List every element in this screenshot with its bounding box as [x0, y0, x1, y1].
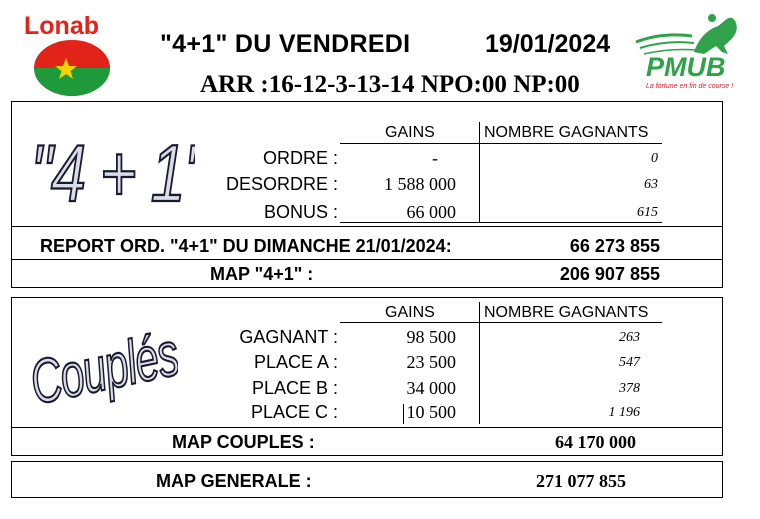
row-gain: 34 000 [406, 378, 456, 398]
header-underline [340, 143, 662, 144]
map-4p1-label: MAP "4+1" : [210, 264, 314, 284]
pmub-logo [632, 10, 747, 95]
map-4p1-value: 206 907 855 [559, 264, 660, 284]
col-header-gains: GAINS [385, 304, 435, 321]
row-gagnants: 263 [619, 330, 640, 345]
pmub-logo-text: PMUB [646, 52, 726, 82]
row-gagnants: 615 [637, 205, 658, 220]
map-couples-value: 64 170 000 [555, 432, 636, 452]
map-generale-label: MAP GENERALE : [156, 471, 312, 491]
divider [11, 226, 723, 227]
row-gain: 98 500 [406, 327, 456, 347]
row-label: PLACE C : [250, 402, 338, 422]
svg-text:"4 + 1": "4 + 1" [30, 129, 195, 213]
section-4p1-stylized-title [25, 118, 195, 213]
draw-date: 19/01/2024 [485, 30, 611, 58]
row-gagnants: 547 [619, 355, 640, 370]
arrival-line: ARR :16-12-3-13-14 NPO:00 NP:00 [200, 71, 580, 98]
row-gagnants: 1 196 [608, 405, 640, 420]
section-couples-stylized-title [28, 318, 178, 418]
divider [11, 427, 723, 428]
svg-text:Couplés: Couplés [28, 319, 178, 418]
row-gagnants: 378 [619, 381, 640, 396]
report-value: 66 273 855 [569, 236, 660, 256]
row-gain: 23 500 [406, 352, 456, 372]
report-label: REPORT ORD. "4+1" DU DIMANCHE 21/01/2024: [40, 236, 452, 256]
row-gagnants: 63 [644, 177, 658, 192]
column-divider [479, 302, 480, 424]
col-header-gains: GAINS [385, 124, 435, 141]
row-gain: 66 000 [406, 202, 456, 222]
row-label: GAGNANT : [239, 327, 338, 347]
col-header-gagnants: NOMBRE GAGNANTS [484, 304, 649, 321]
draw-title: "4+1" DU VENDREDI [160, 30, 411, 58]
row-gain: 1 588 000 [384, 174, 456, 194]
lonab-logo-text: Lonab [24, 12, 99, 40]
header-underline [340, 322, 662, 323]
pmub-tagline: La fortune en fin de course ! [646, 83, 734, 90]
row-label: PLACE A : [253, 352, 338, 372]
row-label: DESORDRE : [225, 174, 338, 194]
row-gagnants: 0 [651, 151, 658, 166]
row-label: ORDRE : [262, 148, 338, 168]
horse-jockey-icon [694, 14, 737, 54]
row-gain: - [432, 148, 438, 168]
divider [11, 259, 723, 260]
column-divider [479, 122, 480, 223]
row-gain: 10 500 [406, 402, 456, 422]
map-generale-value: 271 077 855 [536, 471, 626, 491]
col-header-gagnants: NOMBRE GAGNANTS [484, 124, 649, 141]
row-label: BONUS : [263, 202, 338, 222]
lonab-logo [20, 10, 116, 96]
map-couples-label: MAP COUPLES : [172, 432, 315, 452]
row-label: PLACE B : [251, 378, 338, 398]
